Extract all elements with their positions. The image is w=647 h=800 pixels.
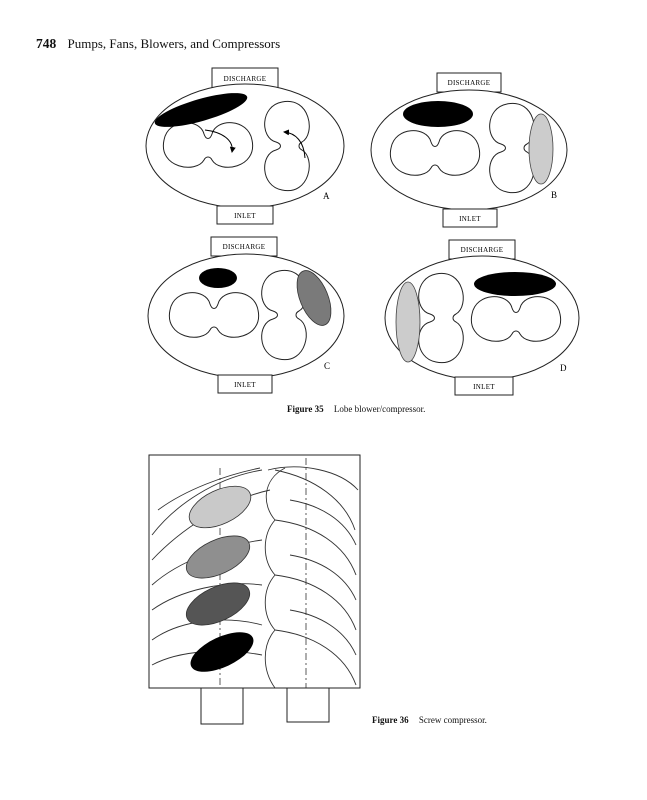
pocket-b-light xyxy=(529,114,553,184)
lobe-panel-a xyxy=(146,68,344,224)
discharge-label-a: DISCHARGE xyxy=(223,75,267,83)
inlet-label-d: INLET xyxy=(473,383,495,391)
figure-36-number: Figure 36 xyxy=(372,715,409,725)
discharge-label-b: DISCHARGE xyxy=(447,79,491,87)
figure-36-caption xyxy=(372,715,487,725)
screw-port-right xyxy=(287,688,329,722)
figure-35-text: Lobe blower/compressor. xyxy=(333,404,426,414)
figure-35-number: Figure 35 xyxy=(287,404,324,414)
lobe-panel-d xyxy=(385,240,579,395)
running-title: Pumps, Fans, Blowers, and Compressors xyxy=(67,36,281,51)
pocket-b-dark xyxy=(403,101,473,127)
panel-label-b: B xyxy=(551,190,558,200)
screw-port-left xyxy=(201,688,243,724)
pocket-d-light xyxy=(396,282,420,362)
pocket-c-dark xyxy=(199,268,237,288)
discharge-label-d: DISCHARGE xyxy=(460,246,504,254)
figure-36-text: Screw compressor. xyxy=(418,715,487,725)
lobe-panel-b xyxy=(371,73,567,227)
panel-label-d: D xyxy=(560,363,567,373)
panel-label-a: A xyxy=(323,191,330,201)
page-number: 748 xyxy=(36,36,57,51)
screw-compressor xyxy=(149,455,360,724)
inlet-label-c: INLET xyxy=(234,381,256,389)
figure-35-caption xyxy=(287,404,425,414)
panel-label-c: C xyxy=(324,361,331,371)
inlet-label-b: INLET xyxy=(459,215,481,223)
inlet-label-a: INLET xyxy=(234,212,256,220)
pocket-d-dark xyxy=(474,272,556,296)
screw-housing xyxy=(149,455,360,688)
lobe-panel-c xyxy=(148,237,344,393)
discharge-label-c: DISCHARGE xyxy=(222,243,266,251)
